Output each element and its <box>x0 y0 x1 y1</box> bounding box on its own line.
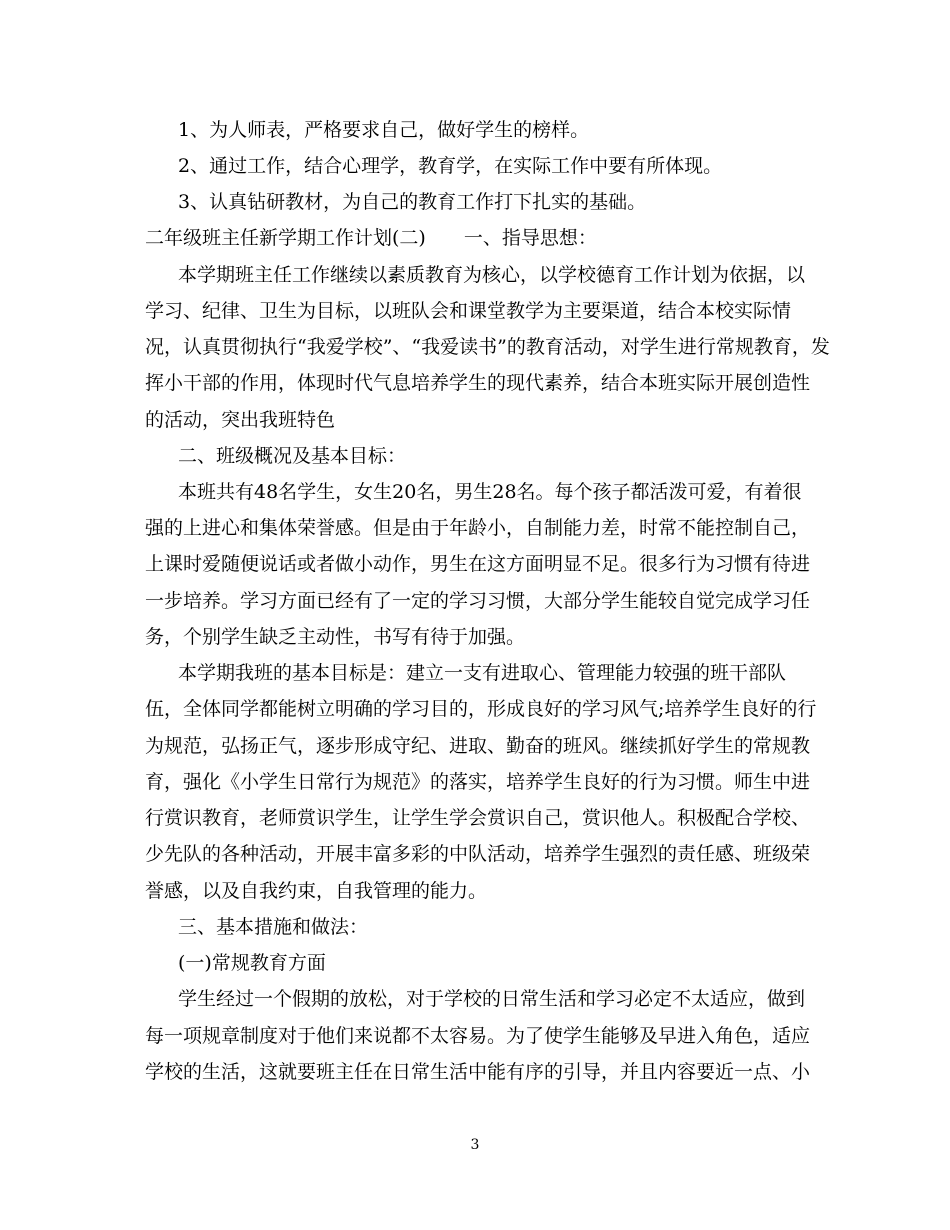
text-line: 誉感，以及自我约束，自我管理的能力。 <box>145 880 488 902</box>
text-line: 1、为人师表，严格要求自己，做好学生的榜样。 <box>178 119 590 141</box>
text-line: 少先队的各种活动，开展丰富多彩的中队活动，培养学生强烈的责任感、班级荣 <box>145 843 811 865</box>
text-line: 本班共有48名学生，女生20名，男生28名。每个孩子都活泼可爱，有着很 <box>178 481 802 503</box>
text-line: 伍，全体同学都能树立明确的学习目的，形成良好的学习风气;培养学生良好的行 <box>145 698 817 720</box>
text-line: 学习、纪律、卫生为目标，以班队会和课堂教学为主要渠道，结合本校实际情 <box>145 300 792 322</box>
page-number: 3 <box>470 1137 480 1153</box>
text-line: 一步培养。学习方面已经有了一定的学习习惯，大部分学生能较自觉完成学习任 <box>145 590 811 612</box>
text-line: 3、认真钻研教材，为自己的教育工作打下扎实的基础。 <box>178 191 647 213</box>
text-line: 育，强化《小学生日常行为规范》的落实，培养学生良好的行为习惯。师生中进 <box>145 771 811 793</box>
text-line: 挥小干部的作用，体现时代气息培养学生的现代素养，结合本班实际开展创造性 <box>145 372 811 394</box>
text-line: 每一项规章制度对于他们来说都不太容易。为了使学生能够及早进入角色，适应 <box>145 1025 811 1047</box>
text-line: 本学期班主任工作继续以素质教育为核心，以学校德育工作计划为依据，以 <box>178 264 806 286</box>
section-heading-line: 二年级班主任新学期工作计划(二) 一、指导思想： <box>145 227 597 249</box>
text-line: 行赏识教育，老师赏识学生，让学生学会赏识自己，赏识他人。积极配合学校、 <box>145 807 811 829</box>
text-line: 况，认真贯彻执行“我爱学校”、“我爱读书”的教育活动，对学生进行常规教育，发 <box>145 336 830 358</box>
text-line: 务，个别学生缺乏主动性，书写有待于加强。 <box>145 626 526 648</box>
text-line: 2、通过工作，结合心理学，教育学，在实际工作中要有所体现。 <box>178 155 723 177</box>
text-line: 的活动，突出我班特色 <box>145 409 336 431</box>
section-heading-line: 三、基本措施和做法： <box>178 916 369 938</box>
text-line: 本学期我班的基本目标是：建立一支有进取心、管理能力较强的班干部队 <box>178 662 787 684</box>
text-line: 为规范，弘扬正气，逐步形成守纪、进取、勤奋的班风。继续抓好学生的常规教 <box>145 735 811 757</box>
text-line: 学生经过一个假期的放松，对于学校的日常生活和学习必定不太适应，做到 <box>178 988 806 1010</box>
text-line: 学校的生活，这就要班主任在日常生活中能有序的引导，并且内容要近一点、小 <box>145 1061 811 1083</box>
text-line: 上课时爱随便说话或者做小动作，男生在这方面明显不足。很多行为习惯有待进 <box>145 553 811 575</box>
subsection-heading-line: (一)常规教育方面 <box>178 952 326 974</box>
section-heading-line: 二、班级概况及基本目标： <box>178 445 407 467</box>
text-line: 强的上进心和集体荣誉感。但是由于年龄小，自制能力差，时常不能控制自己， <box>145 517 811 539</box>
